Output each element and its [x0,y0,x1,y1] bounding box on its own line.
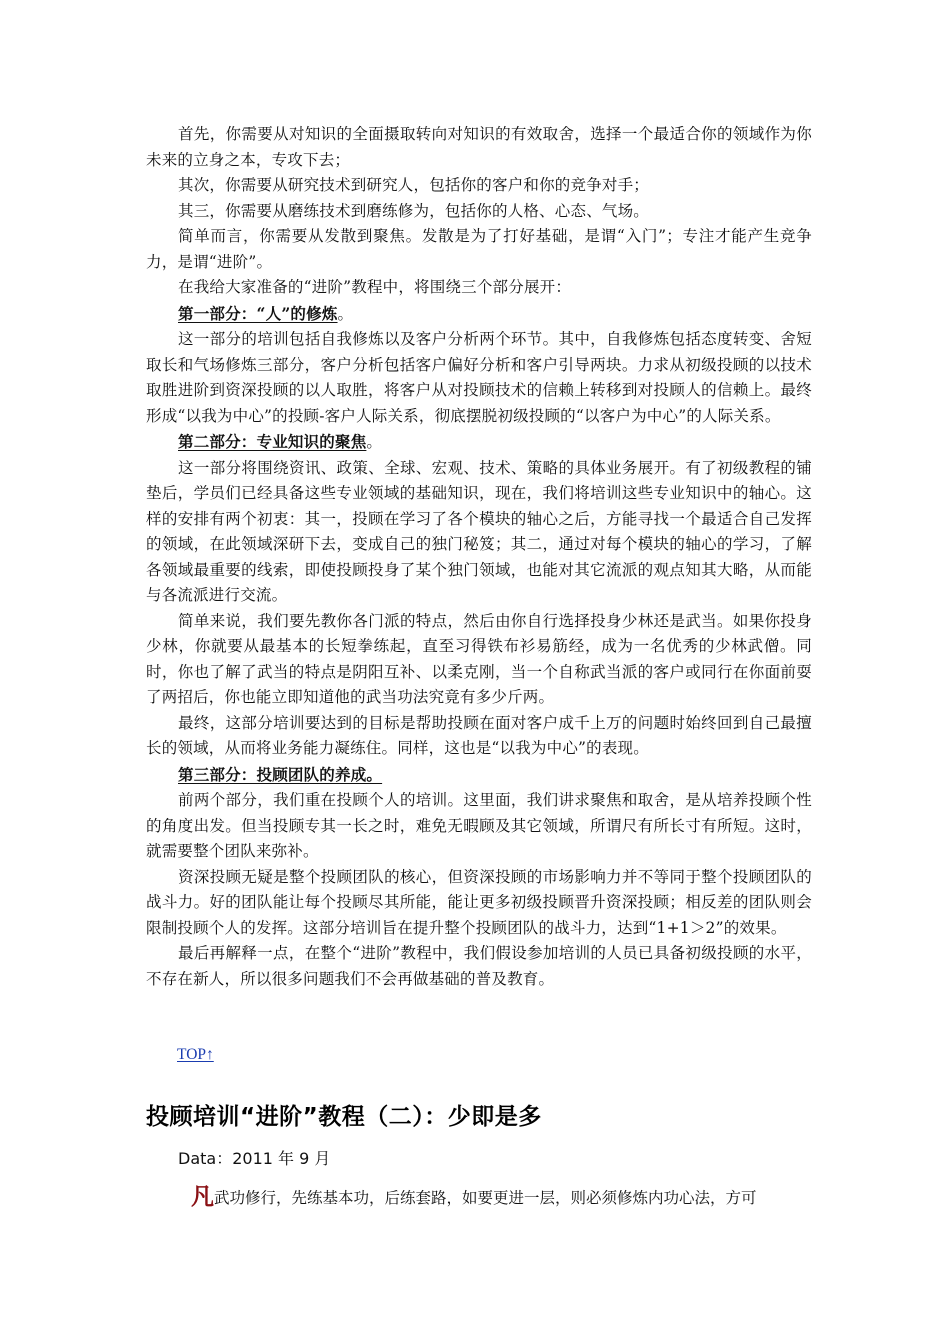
paragraph: 首先，你需要从对知识的全面摄取转向对知识的有效取舍，选择一个最适合你的领域作为你未来的立身之本，专攻下去； [146,125,812,169]
back-to-top-link[interactable]: TOP↑ [177,1046,214,1063]
paragraph: 最后再解释一点，在整个“进阶”教程中，我们假设参加培训的人员已具备初级投顾的水平，不存在新人，所以很多问题我们不会再做基础的普及教育。 [146,944,812,988]
part-two-heading [146,429,812,456]
paragraph: 简单来说，我们要先教你各门派的特点，然后由你自行选择投身少林还是武当。如果你投身少林，你就要从最基本的长短拳练起，直至习得铁布衫易筋经，成为一名优秀的少林武僧。同时，你也了解了武当的特点是阴阳互补、以柔克刚，当一个自称武当派的客户或同行在你面前耍了两招后，你也能立即知道他的武当功法究竟有多少斤两。 [146,611,812,706]
part-three-heading [146,762,812,789]
paragraph: 在我给大家准备的“进阶”教程中，将围绕三个部分展开： [178,278,572,296]
paragraph: 这一部分的培训包括自我修炼以及客户分析两个环节。其中，自我修炼包括态度转变、舍短取长和气场修炼三部分，客户分析包括客户偏好分析和客户引导两块。力求从初级投顾的以技术取胜进阶到资深投顾的以人取胜，将客户从对投顾技术的信赖上转移到对投顾人的信赖上。最终形成“以我为中心”的投顾-客户人际关系，彻底摆脱初级投顾的“以客户为中心”的人际关系。 [146,330,812,425]
section-title: 投顾培训“进阶”教程（二）：少即是多 [146,1104,542,1130]
paragraph: 最终，这部分培训要达到的目标是帮助投顾在面对客户成千上万的问题时始终回到自己最擅长的领域，从而将业务能力凝练住。同样，这也是“以我为中心”的表现。 [146,713,812,757]
paragraph: 前两个部分，我们重在投顾个人的培训。这里面，我们讲求聚焦和取舍，是从培养投顾个性的角度出发。但当投顾专其一长之时，难免无暇顾及其它领域，所谓尺有所长寸有所短。这时，就需要整个团队来弥补。 [146,791,812,860]
part-one-heading [146,301,812,328]
publish-date: Data：2011 年 9 月 [178,1149,331,1168]
paragraph: 资深投顾无疑是整个投顾团队的核心，但资深投顾的市场影响力并不等同于整个投顾团队的战斗力。好的团队能让每个投顾尽其所能，能让更多初级投顾晋升资深投顾；相反差的团队则会限制投顾个人的发挥。这部分培训旨在提升整个投顾团队的战斗力，达到“1+1＞2”的效果。 [146,867,812,937]
part-heading-tail: 。 [337,304,354,323]
part-heading-text: 第二部分：专业知识的聚焦 [178,432,367,451]
part-heading-text: 第一部分：“人”的修炼 [178,303,338,323]
article-body [146,122,812,992]
paragraph: 其次，你需要从研究技术到研究人，包括你的客户和你的竞争对手； [178,176,650,194]
part-heading-tail: 。 [366,433,383,451]
paragraph: 其三，你需要从磨练技术到磨练修为，包括你的人格、心态、气场。 [178,201,650,220]
lead-paragraph [191,1183,831,1212]
paragraph: 这一部分将围绕资讯、政策、全球、宏观、技术、策略的具体业务展开。有了初级教程的铺垫后，学员们已经具备这些专业领域的基础知识，现在，我们将培训这些专业知识中的轴心。这样的安排有两个初衷：其一，投顾在学习了各个模块的轴心之后，方能寻找一个最适合自己发挥的领域，在此领域深研下去，变成自己的独门秘笈；其二，通过对每个模块的轴心的学习，了解各领域最重要的线索，即使投顾投身了某个独门领域，也能对其它流派的观点知其大略，从而能与各流派进行交流。 [146,458,812,604]
lead-text: 武功修行，先练基本功，后练套路，如要更进一层，则必须修炼内功心法，方可 [214,1189,757,1207]
paragraph: 简单而言，你需要从发散到聚焦。发散是为了打好基础，是谓“入门”；专注才能产生竞争力，是谓“进阶”。 [146,227,812,271]
part-heading-text: 第三部分：投顾团队的养成。 [178,764,383,784]
drop-cap: 凡 [191,1183,214,1210]
